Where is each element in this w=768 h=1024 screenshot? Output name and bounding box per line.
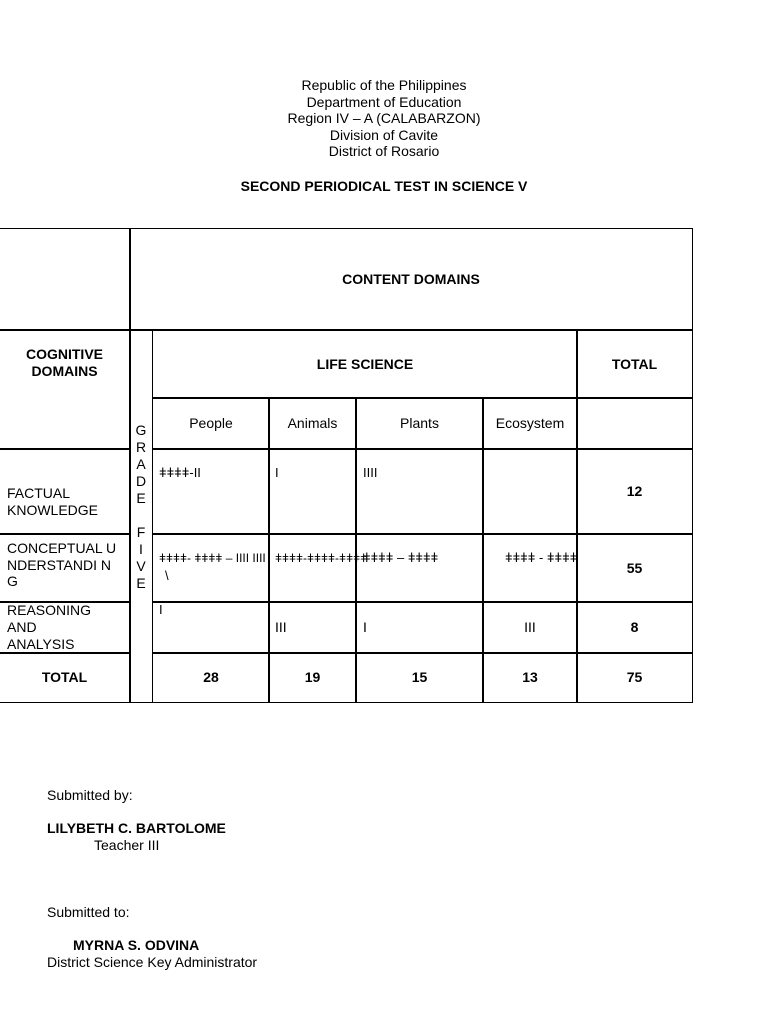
row-label-conceptual	[0, 533, 131, 603]
total-row-ecosystem: 13	[482, 652, 578, 703]
cell-reasoning-ecosystem: III	[482, 601, 578, 654]
total-column-header: TOTAL	[576, 329, 693, 399]
tally-marks: IIII	[363, 465, 378, 480]
total-row-animals: 19	[268, 652, 357, 703]
cognitive-domains-header	[0, 329, 131, 450]
cell-conceptual-plants	[355, 533, 484, 603]
cell-reasoning-people	[152, 601, 270, 654]
total-subheader-empty	[576, 397, 693, 450]
cell-factual-ecosystem	[482, 448, 578, 535]
row-label-reasoning	[0, 601, 131, 654]
letterhead-line-5: District of Rosario	[328, 143, 440, 159]
life-science-header: LIFE SCIENCE	[152, 329, 578, 399]
cell-factual-animals	[268, 448, 357, 535]
total-row-grand-total: 75	[576, 652, 693, 703]
submitted-by-role: Teacher III	[94, 837, 160, 853]
tally-marks: ǂǂǂǂ-ǂǂǂǂ-ǂǂǂǂ	[275, 551, 368, 565]
cell-conceptual-animals	[268, 533, 368, 603]
cell-factual-people	[152, 448, 270, 535]
letterhead-line-4: Division of Cavite	[329, 126, 439, 143]
column-header-ecosystem: Ecosystem	[482, 397, 578, 450]
row-label-text: REASONING AND ANALYSIS	[7, 602, 92, 652]
cell-reasoning-animals: III	[268, 601, 357, 654]
total-row-people: 28	[152, 652, 270, 703]
letterhead-line-2: Department of Education	[306, 93, 462, 110]
cell-conceptual-people	[152, 533, 270, 603]
submitted-to-label: Submitted to:	[47, 904, 130, 920]
total-row-label: TOTAL	[0, 652, 131, 703]
tally-marks: ǂǂǂǂ- ǂǂǂǂ – IIII IIII	[159, 551, 266, 565]
submitted-to-role: District Science Key Administrator	[47, 954, 258, 970]
cell-conceptual-total: 55	[576, 533, 693, 603]
letterhead-line-3: Region IV – A (CALABARZON)	[287, 110, 481, 126]
cell-factual-total: 12	[576, 448, 693, 535]
tally-marks: ǂǂǂǂ – ǂǂǂǂ	[363, 550, 439, 565]
tally-marks: I	[275, 465, 279, 480]
cell-conceptual-ecosystem	[482, 533, 578, 603]
tally-marks: ǂǂǂǂ-II	[159, 465, 201, 480]
submitted-by-label: Submitted by:	[47, 787, 133, 803]
tally-mark-extra: \	[165, 568, 169, 583]
tally-marks: I	[159, 602, 163, 617]
cell-reasoning-plants: I	[355, 601, 484, 654]
document-title: SECOND PERIODICAL TEST IN SCIENCE V	[240, 178, 528, 194]
tally-marks: ǂǂǂǂ - ǂǂǂǂ	[505, 550, 578, 565]
submitted-by-name: LILYBETH C. BARTOLOME	[47, 820, 226, 836]
row-label-text: FACTUAL KNOWLEDGE	[7, 485, 99, 518]
table-corner-cell	[0, 228, 131, 331]
cell-factual-plants	[355, 448, 484, 535]
total-row-plants: 15	[355, 652, 484, 703]
grade-five-label: G R A D E F I V E	[135, 422, 147, 591]
row-label-text: CONCEPTUAL UNDERSTANDI NG	[7, 540, 117, 589]
content-domains-header: CONTENT DOMAINS	[129, 228, 693, 331]
letterhead-line-1: Republic of the Philippines	[301, 77, 467, 93]
cell-reasoning-total: 8	[576, 601, 693, 654]
column-header-people: People	[152, 397, 270, 450]
submitted-to-name: MYRNA S. ODVINA	[73, 937, 200, 953]
row-label-factual	[0, 448, 131, 535]
letterhead	[0, 77, 768, 160]
column-header-plants: Plants	[355, 397, 484, 450]
cognitive-domains-label: COGNITIVE DOMAINS	[25, 346, 103, 379]
column-header-animals: Animals	[268, 397, 357, 450]
